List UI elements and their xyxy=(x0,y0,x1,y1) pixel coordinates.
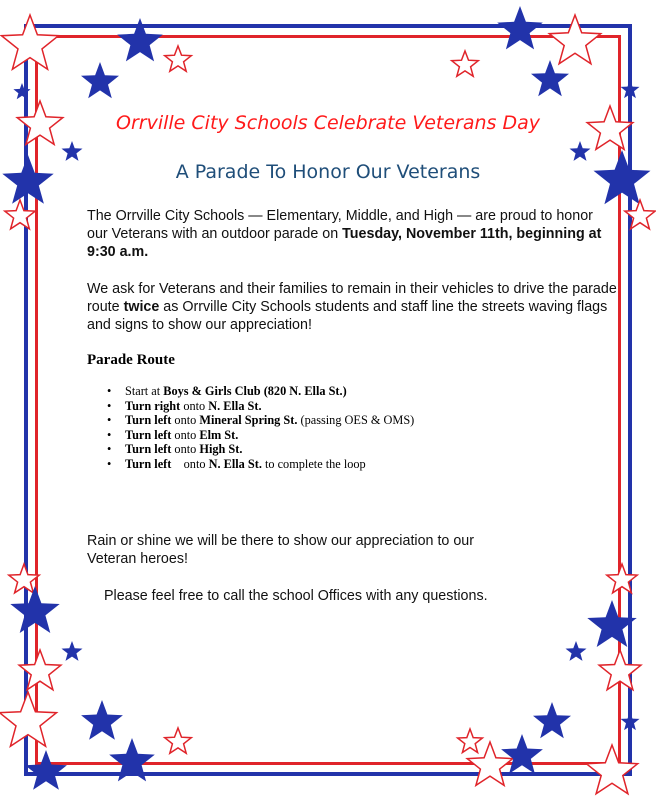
flyer-subtitle: A Parade To Honor Our Veterans xyxy=(175,161,481,183)
blue-star-icon xyxy=(501,734,543,774)
outline-star-icon xyxy=(549,15,600,64)
route-step: • Turn left onto Elm St. xyxy=(107,428,414,443)
route-heading: Parade Route xyxy=(87,352,175,368)
blue-star-icon xyxy=(531,60,569,96)
route-step: • Turn left onto High St. xyxy=(107,442,414,457)
border-stripe xyxy=(24,24,632,28)
route-step: • Turn right onto N. Ella St. xyxy=(107,399,414,414)
request-text: We ask for Veterans and their families to remain in their vehicles to drive the parade route xyxy=(87,281,617,315)
outline-star-icon xyxy=(165,728,192,753)
blue-star-icon xyxy=(62,641,83,661)
contact-paragraph: Please feel free to call the school Offices with any questions. xyxy=(104,588,488,604)
border-stripe xyxy=(628,24,632,776)
request-text-end: as Orrville City Schools students and staff line the streets waving flags and signs to show our appreciation! xyxy=(87,299,608,333)
intro-paragraph xyxy=(87,207,617,261)
request-paragraph xyxy=(87,280,617,334)
blue-star-icon xyxy=(570,141,591,161)
blue-star-icon xyxy=(566,641,587,661)
outline-star-icon xyxy=(452,51,479,76)
route-step: • Start at Boys & Girls Club (820 N. Ella St.) xyxy=(107,384,414,399)
blue-star-icon xyxy=(533,702,571,738)
route-list xyxy=(107,384,414,472)
outline-star-icon xyxy=(0,692,57,746)
blue-star-icon xyxy=(81,700,123,740)
route-step: • Turn left onto N. Ella St. to complete the loop xyxy=(107,457,414,472)
blue-star-icon xyxy=(13,83,30,99)
blue-star-icon xyxy=(25,750,67,790)
parade-date: Tuesday, November 11th, beginning at 9:30 a.m. xyxy=(87,226,602,260)
outline-star-icon xyxy=(458,729,483,753)
route-step: • Turn left onto Mineral Spring St. (passing OES & OMS) xyxy=(107,413,414,428)
outline-star-icon xyxy=(2,15,59,69)
request-emphasis: twice xyxy=(123,299,160,315)
intro-text: The Orrville City Schools — Elementary, Middle, and High — are proud to honor our Veterans with an outdoor parade on xyxy=(87,208,593,242)
outline-star-icon xyxy=(5,200,35,229)
blue-star-icon xyxy=(62,141,83,161)
blue-star-icon xyxy=(497,6,543,49)
closing-paragraph: Rain or shine we will be there to show our appreciation to our Veteran heroes! xyxy=(87,533,475,567)
border-stripe xyxy=(24,772,632,776)
blue-star-icon xyxy=(81,62,119,98)
flyer-title: Orrville City Schools Celebrate Veterans Day xyxy=(116,112,540,134)
outline-star-icon xyxy=(165,46,192,71)
